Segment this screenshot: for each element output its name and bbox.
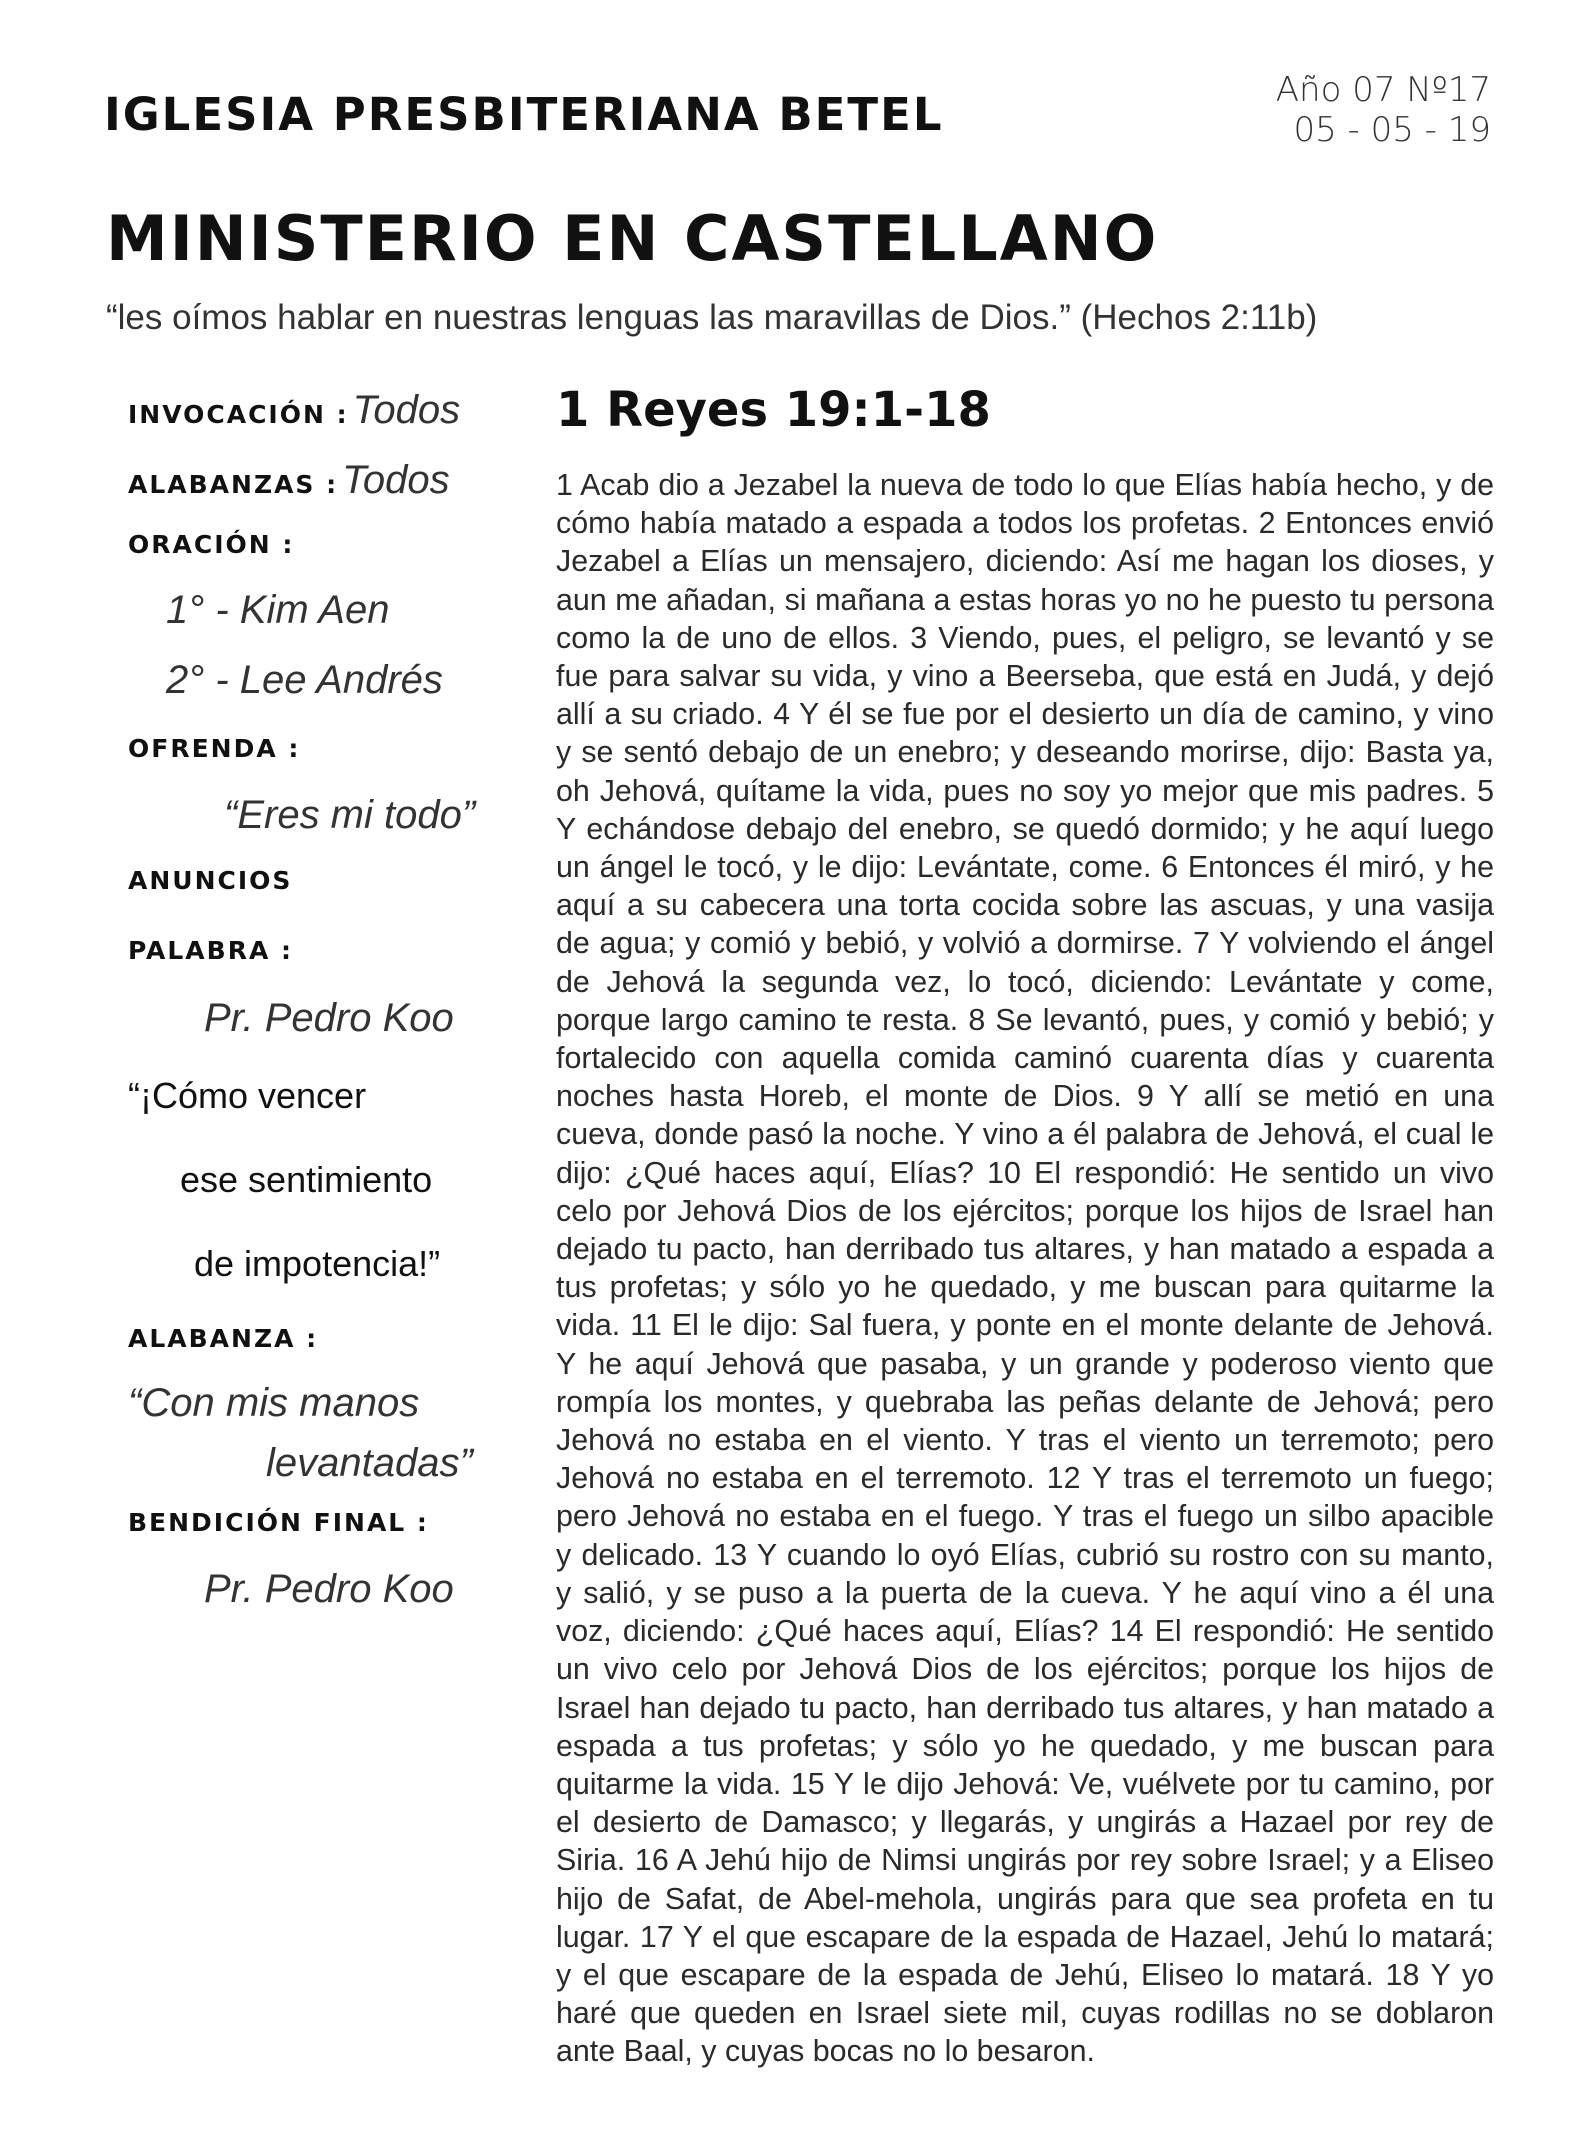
invocacion-label: INVOCACIÓN : — [128, 400, 349, 429]
program-item-alabanzas — [128, 458, 508, 503]
bendicion-label: BENDICIÓN FINAL : — [128, 1508, 429, 1537]
program-item-invocacion — [128, 388, 508, 433]
bendicion-minister: Pr. Pedro Koo — [204, 1567, 454, 1611]
alabanzas-label: ALABANZAS : — [128, 470, 339, 499]
alabanza-label: ALABANZA : — [128, 1324, 319, 1353]
oracion-first: 1° - Kim Aen — [166, 588, 390, 632]
sermon-title-line3: de impotencia!” — [194, 1243, 441, 1284]
sermon-title-line1: “¡Cómo vencer — [128, 1075, 367, 1116]
alabanza-song-line2: levantadas” — [266, 1441, 473, 1485]
passage-title: 1 Reyes 19:1-18 — [556, 382, 991, 438]
issue-number: Año 07 Nº17 — [1275, 70, 1491, 110]
invocacion-value: Todos — [352, 388, 461, 432]
ministry-title: MINISTERIO EN CASTELLANO — [106, 202, 1159, 275]
issue-info — [1276, 70, 1491, 150]
sermon-title-line2: ese sentimiento — [180, 1159, 433, 1200]
ofrenda-song: “Eres mi todo” — [224, 793, 476, 837]
palabra-label: PALABRA : — [128, 936, 294, 965]
ofrenda-label: OFRENDA : — [128, 734, 301, 763]
anuncios-label: ANUNCIOS — [128, 866, 293, 895]
oracion-second: 2° - Lee Andrés — [166, 658, 443, 702]
alabanzas-value: Todos — [342, 458, 450, 502]
palabra-preacher: Pr. Pedro Koo — [204, 996, 454, 1040]
issue-date: 05 - 05 - 19 — [1293, 110, 1491, 150]
alabanza-song-line1: “Con mis manos — [128, 1381, 420, 1425]
order-of-service — [128, 388, 508, 1613]
epigraph: “les oímos hablar en nuestras lenguas las maravillas de Dios.” (Hechos 2:11b) — [106, 298, 1318, 337]
oracion-label: ORACIÓN : — [128, 530, 295, 559]
scripture-passage: 1 Acab dio a Jezabel la nueva de todo lo que Elías había hecho, y de cómo había matado a espada a todos los profetas. 2 Entonces envió Jezabel a Elías un mensajero, diciendo: Así me hagan los dioses, y aun me añadan, si mañana a estas horas yo no he puesto tu persona como la de uno de ellos. 3 Viendo, pues, el peligro, se levantó y se fue para salvar su vida, y vino a Beerseba, que está en Judá, y dejó allí a su criado. 4 Y él se fue por el desierto un día de camino, y vino y se sentó debajo de un enebro; y deseando morirse, dijo: Basta ya, oh Jehová, quítame la vida, pues no soy yo mejor que mis padres. 5 Y echándose debajo del enebro, se quedó dormido; y he aquí luego un ángel le tocó, y le dijo: Levántate, come. 6 Entonces él miró, y he aquí a su cabecera una torta cocida sobre las ascuas, y una vasija de agua; y comió y bebió, y volvió a dormirse. 7 Y volviendo el ángel de Jehová la segunda vez, lo tocó, diciendo: Levántate y come, porque largo camino te resta. 8 Se levantó, pues, y comió y bebió; y fortalecido con aquella comida caminó cuarenta días y cuarenta noches hasta Horeb, el monte de Dios. 9 Y allí se metió en una cueva, donde pasó la noche. Y vino a él palabra de Jehová, el cual le dijo: ¿Qué haces aquí, Elías? 10 El respondió: He sentido un vivo celo por Jehová Dios de los ejércitos; porque los hijos de Israel han dejado tu pacto, han derribado tus altares, y han matado a espada a tus profetas; y sólo yo he quedado, y me buscan para quitarme la vida. 11 El le dijo: Sal fuera, y ponte en el monte delante de Jehová. Y he aquí Jehová que pasaba, y un grande y poderoso viento que rompía los montes, y quebraba las peñas delante de Jehová; pero Jehová no estaba en el viento. Y tras el viento un terremoto; pero Jehová no estaba en el terremoto. 12 Y tras el terremoto un fuego; pero Jehová no estaba en el fuego. Y tras el fuego un silbo apacible y delicado. 13 Y cuando lo oyó Elías, cubrió su rostro con su manto, y salió, y se puso a la puerta de la cueva. Y he aquí vino a él una voz, diciendo: ¿Qué haces aquí, Elías? 14 El respondió: He sentido un vivo celo por Jehová Dios de los ejércitos; porque los hijos de Israel han dejado tu pacto, han derribado tus altares, y han matado a espada a tus profetas; y sólo yo he quedado, y me buscan para quitarme la vida. 15 Y le dijo Jehová: Ve, vuélvete por tu camino, por el desierto de Damasco; y llegarás, y ungirás a Hazael por rey de Siria. 16 A Jehú hijo de Nimsi ungirás por rey sobre Israel; y a Eliseo hijo de Safat, de Abel-mehola, ungirás para que sea profeta en tu lugar. 17 Y el que escapare de la espada de Hazael, Jehú lo matará; y el que escapare de la espada de Jehú, Eliseo lo matará. 18 Y yo haré que queden en Israel siete mil, cuyas rodillas no se doblaron ante Baal, y cuyas bocas no lo besaron. — [556, 468, 1494, 2069]
church-name: IGLESIA PRESBITERIANA BETEL — [104, 88, 944, 141]
